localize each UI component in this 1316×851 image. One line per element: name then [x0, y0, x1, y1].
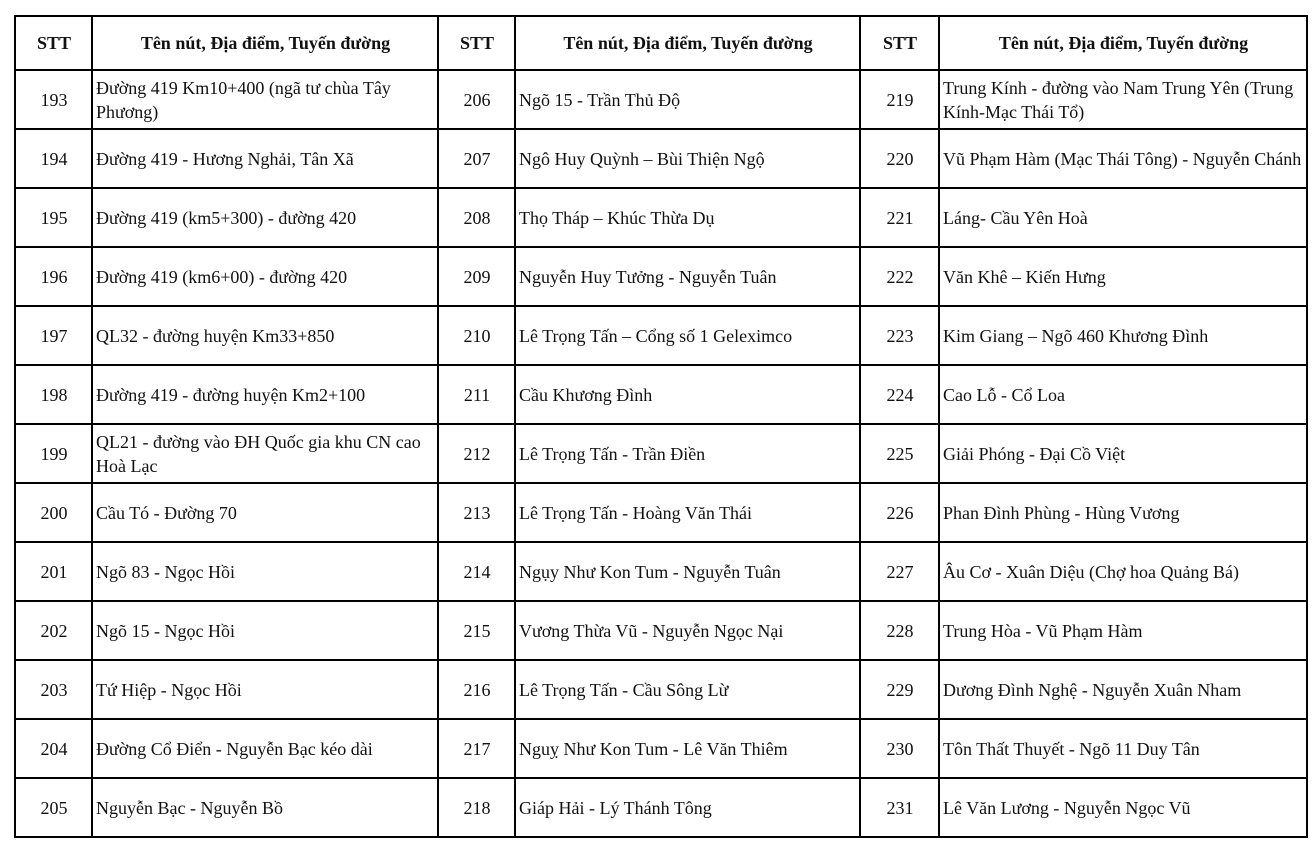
location-name-cell: Nguyễn Bạc - Nguyễn Bồ [92, 778, 438, 837]
location-name-cell: Phan Đình Phùng - Hùng Vương [939, 483, 1307, 542]
table-row [15, 424, 1307, 483]
location-name-cell: Âu Cơ - Xuân Diệu (Chợ hoa Quảng Bá) [939, 542, 1307, 601]
header-name: Tên nút, Địa điểm, Tuyến đường [939, 16, 1307, 70]
location-name-cell: QL21 - đường vào ĐH Quốc gia khu CN cao Hoà Lạc [92, 424, 438, 483]
stt-cell: 202 [15, 601, 92, 660]
header-stt: STT [15, 16, 92, 70]
table-row [15, 247, 1307, 306]
stt-cell: 218 [438, 778, 515, 837]
stt-cell: 212 [438, 424, 515, 483]
location-name-cell: Kim Giang – Ngõ 460 Khương Đình [939, 306, 1307, 365]
stt-cell: 227 [860, 542, 939, 601]
table-row [15, 660, 1307, 719]
location-name-cell: Cao Lỗ - Cổ Loa [939, 365, 1307, 424]
stt-cell: 206 [438, 70, 515, 129]
location-name-cell: Đường 419 (km6+00) - đường 420 [92, 247, 438, 306]
location-name-cell: Đường Cổ Điển - Nguyễn Bạc kéo dài [92, 719, 438, 778]
location-name-cell: Tôn Thất Thuyết - Ngõ 11 Duy Tân [939, 719, 1307, 778]
location-name-cell: Nguyễn Huy Tưởng - Nguyễn Tuân [515, 247, 860, 306]
table-row [15, 70, 1307, 129]
table-row [15, 129, 1307, 188]
location-name-cell: QL32 - đường huyện Km33+850 [92, 306, 438, 365]
location-name-cell: Đường 419 Km10+400 (ngã tư chùa Tây Phương) [92, 70, 438, 129]
location-name-cell: Láng- Cầu Yên Hoà [939, 188, 1307, 247]
location-name-cell: Ngô Huy Quỳnh – Bùi Thiện Ngộ [515, 129, 860, 188]
header-name: Tên nút, Địa điểm, Tuyến đường [515, 16, 860, 70]
stt-cell: 195 [15, 188, 92, 247]
location-name-cell: Đường 419 - Hương Nghải, Tân Xã [92, 129, 438, 188]
stt-cell: 211 [438, 365, 515, 424]
location-name-cell: Đường 419 - đường huyện Km2+100 [92, 365, 438, 424]
header-stt: STT [860, 16, 939, 70]
stt-cell: 197 [15, 306, 92, 365]
stt-cell: 229 [860, 660, 939, 719]
location-name-cell: Cầu Tó - Đường 70 [92, 483, 438, 542]
stt-cell: 225 [860, 424, 939, 483]
stt-cell: 193 [15, 70, 92, 129]
location-name-cell: Thọ Tháp – Khúc Thừa Dụ [515, 188, 860, 247]
stt-cell: 217 [438, 719, 515, 778]
location-name-cell: Lê Trọng Tấn - Hoàng Văn Thái [515, 483, 860, 542]
stt-cell: 219 [860, 70, 939, 129]
stt-cell: 222 [860, 247, 939, 306]
location-name-cell: Ngõ 15 - Trần Thủ Độ [515, 70, 860, 129]
stt-cell: 205 [15, 778, 92, 837]
location-name-cell: Dương Đình Nghệ - Nguyễn Xuân Nham [939, 660, 1307, 719]
stt-cell: 208 [438, 188, 515, 247]
header-stt: STT [438, 16, 515, 70]
location-name-cell: Tứ Hiệp - Ngọc Hồi [92, 660, 438, 719]
table-row [15, 306, 1307, 365]
header-name: Tên nút, Địa điểm, Tuyến đường [92, 16, 438, 70]
stt-cell: 200 [15, 483, 92, 542]
table-row [15, 601, 1307, 660]
location-name-cell: Cầu Khương Đình [515, 365, 860, 424]
table-row [15, 365, 1307, 424]
stt-cell: 209 [438, 247, 515, 306]
location-name-cell: Ngụy Như Kon Tum - Nguyễn Tuân [515, 542, 860, 601]
table-row [15, 778, 1307, 837]
location-name-cell: Văn Khê – Kiến Hưng [939, 247, 1307, 306]
stt-cell: 203 [15, 660, 92, 719]
stt-cell: 196 [15, 247, 92, 306]
location-name-cell: Đường 419 (km5+300) - đường 420 [92, 188, 438, 247]
location-name-cell: Giải Phóng - Đại Cồ Việt [939, 424, 1307, 483]
stt-cell: 210 [438, 306, 515, 365]
stt-cell: 221 [860, 188, 939, 247]
location-name-cell: Lê Trọng Tấn – Cổng số 1 Geleximco [515, 306, 860, 365]
location-name-cell: Trung Kính - đường vào Nam Trung Yên (Trung Kính-Mạc Thái Tổ) [939, 70, 1307, 129]
stt-cell: 199 [15, 424, 92, 483]
header-row [15, 16, 1307, 70]
stt-cell: 223 [860, 306, 939, 365]
location-name-cell: Lê Trọng Tấn - Trần Điền [515, 424, 860, 483]
stt-cell: 231 [860, 778, 939, 837]
stt-cell: 201 [15, 542, 92, 601]
stt-cell: 216 [438, 660, 515, 719]
stt-cell: 204 [15, 719, 92, 778]
location-name-cell: Ngõ 83 - Ngọc Hồi [92, 542, 438, 601]
stt-cell: 226 [860, 483, 939, 542]
table-row [15, 483, 1307, 542]
location-name-cell: Vương Thừa Vũ - Nguyễn Ngọc Nại [515, 601, 860, 660]
stt-cell: 214 [438, 542, 515, 601]
stt-cell: 224 [860, 365, 939, 424]
table-row [15, 542, 1307, 601]
location-name-cell: Giáp Hải - Lý Thánh Tông [515, 778, 860, 837]
table-row [15, 719, 1307, 778]
stt-cell: 228 [860, 601, 939, 660]
location-name-cell: Trung Hòa - Vũ Phạm Hàm [939, 601, 1307, 660]
location-name-cell: Lê Trọng Tấn - Cầu Sông Lừ [515, 660, 860, 719]
stt-cell: 207 [438, 129, 515, 188]
intersection-table [14, 15, 1308, 838]
stt-cell: 213 [438, 483, 515, 542]
stt-cell: 220 [860, 129, 939, 188]
location-name-cell: Ngõ 15 - Ngọc Hồi [92, 601, 438, 660]
stt-cell: 194 [15, 129, 92, 188]
stt-cell: 198 [15, 365, 92, 424]
location-name-cell: Nguỵ Như Kon Tum - Lê Văn Thiêm [515, 719, 860, 778]
stt-cell: 215 [438, 601, 515, 660]
location-name-cell: Vũ Phạm Hàm (Mạc Thái Tông) - Nguyễn Chánh [939, 129, 1307, 188]
location-name-cell: Lê Văn Lương - Nguyễn Ngọc Vũ [939, 778, 1307, 837]
table-row [15, 188, 1307, 247]
stt-cell: 230 [860, 719, 939, 778]
